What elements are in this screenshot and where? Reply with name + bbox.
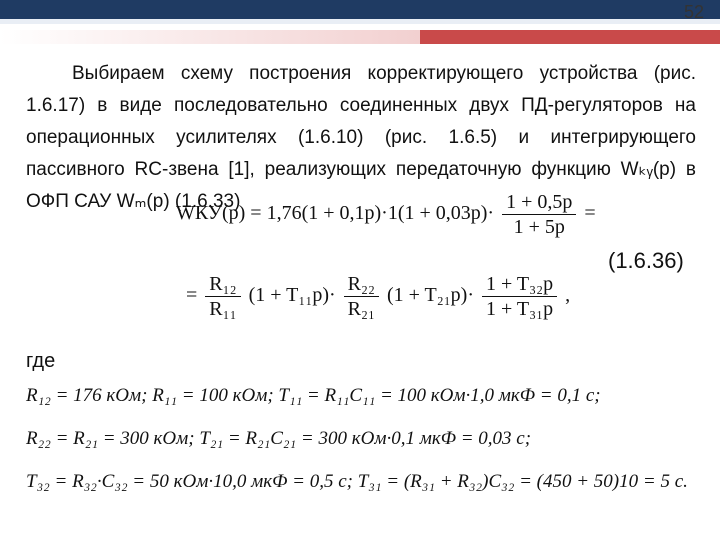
fraction-b-numerator: R₂₂	[344, 272, 379, 297]
formula-line1-lhs: WКУ(p) = 1,76(1 + 0,1p)·1(1 + 0,03p)·	[176, 202, 495, 225]
formula-line1-equals: =	[584, 202, 596, 225]
accent-band-fade	[0, 30, 420, 44]
fraction-c-denominator: 1 + T₃₁p	[486, 298, 554, 320]
fraction-r12-r11	[205, 272, 240, 321]
fraction-a-denominator: R₁₁	[209, 298, 237, 320]
definition-line-3: T₃₂ = R₃₂·C₃₂ = 50 кОм·10,0 мкФ = 0,5 c; T₃₁ = (R₃₁ + R₃₂)C₃₂ = (450 + 50)10 = 5 c.	[26, 471, 688, 492]
fraction-c-numerator: 1 + T₃₂p	[482, 272, 557, 297]
paragraph-text: Выбираем схему построения корректирующего устройства (рис. 1.6.17) в виде последовательно соединенных двух ПД-регуляторов на операционных усилителях (1.6.10) (рис. 1.6.5) и интегрирующего пассивного RC-звена [1], реализующих передаточную функцию Wₖᵧ(p) в ОФП САУ Wₘ(p) (1.6.33)	[26, 63, 696, 212]
where-label: где	[26, 350, 56, 372]
formula-line2-end: ,	[565, 284, 571, 307]
fraction-a-numerator: R₁₂	[205, 272, 240, 297]
fraction-r22-r21	[344, 272, 379, 321]
definition-line-1: R₁₂ = 176 кОм; R₁₁ = 100 кОм; T₁₁ = R₁₁C₁₁ = 100 кОм·1,0 мкФ = 0,1 c;	[26, 385, 601, 406]
slide-header-bar	[0, 0, 720, 24]
equation-number: (1.6.36)	[608, 248, 684, 273]
formula-line-2: = $\frac{\text{R₁₂}}{\text{R₁₁}}$ (1 + T₁₁p)· $\frac{\text{R₂₂}}{\text{R₂₁}}$ (1 + T₂₁p)· $\frac{\text{1 + T₃₂p}}{\text{1 + T₃₁p}}$ ,	[186, 273, 571, 320]
accent-band	[420, 30, 720, 44]
fraction-b-denominator: R₂₁	[347, 298, 375, 320]
formula-line2-b-tail: (1 + T₂₁p)·	[386, 284, 474, 307]
fraction-t32-t31	[482, 272, 557, 321]
fraction-1-denominator: 1 + 5p	[513, 216, 565, 238]
fraction-1	[502, 190, 576, 239]
fraction-1-numerator: 1 + 0,5p	[502, 190, 576, 215]
formula-line2-a-tail: (1 + T₁₁p)·	[248, 284, 336, 307]
formula-line-1	[176, 190, 596, 239]
definition-line-2: R₂₂ = R₂₁ = 300 кОм; T₂₁ = R₂₁C₂₁ = 300 кОм·0,1 мкФ = 0,03 c;	[26, 428, 532, 449]
page-number: 52	[683, 2, 704, 22]
header-stripe	[0, 19, 720, 24]
